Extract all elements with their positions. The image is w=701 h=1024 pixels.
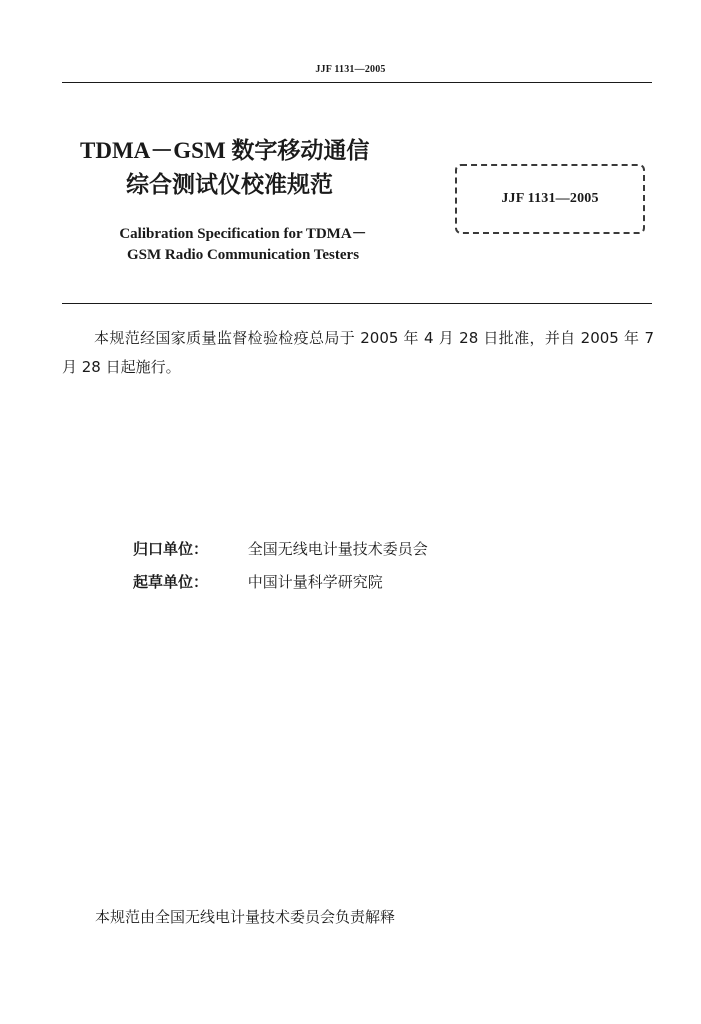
middle-divider bbox=[62, 303, 652, 304]
organization-row-drafting bbox=[133, 571, 383, 592]
title-english-line-2: GSM Radio Communication Testers bbox=[126, 247, 360, 263]
interpretation-note: 本规范由全国无线电计量技术委员会负责解释 bbox=[95, 908, 396, 926]
organization-label: 起草单位： bbox=[133, 573, 209, 591]
title-english-line-1: Calibration Specification for TDMA－ bbox=[119, 226, 367, 242]
standard-code-box bbox=[455, 164, 645, 234]
standard-code-header: JJF 1131—2005 bbox=[315, 64, 386, 75]
organization-row-responsible bbox=[133, 538, 428, 559]
organization-value: 中国计量科学研究院 bbox=[247, 573, 383, 591]
title-chinese-line-1: TDMA－GSM 数字移动通信 bbox=[80, 138, 370, 163]
organization-label: 归口单位： bbox=[133, 540, 209, 558]
organization-value: 全国无线电计量技术委员会 bbox=[247, 540, 428, 558]
approval-statement: 本规范经国家质量监督检验检疫总局于 2005 年 4 月 28 日批准，并自 2005 年 7 月 28 日起施行。 bbox=[62, 329, 654, 376]
title-chinese-line-2: 综合测试仪校准规范 bbox=[126, 172, 333, 198]
standard-code-box-text: JJF 1131—2005 bbox=[501, 191, 599, 206]
top-divider bbox=[62, 82, 652, 83]
